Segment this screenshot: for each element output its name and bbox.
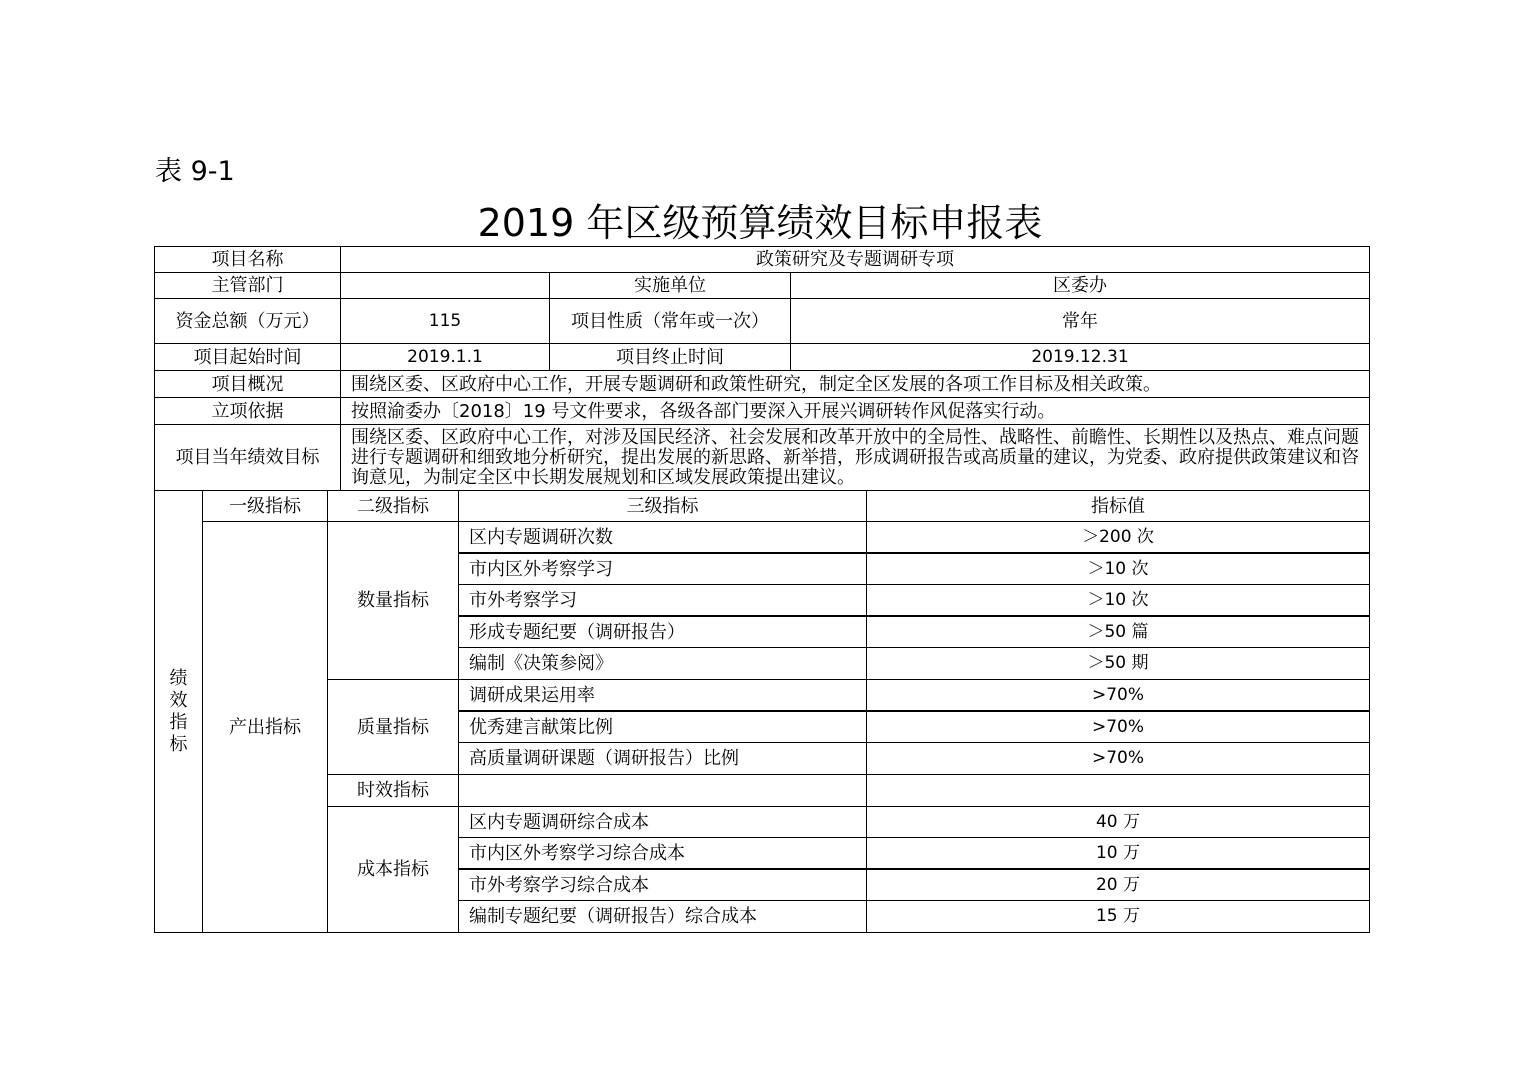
level3-item: 区内专题调研综合成本 [458,806,867,838]
indicator-value: ＞200 次 [866,521,1370,553]
level3-item: 市内区外考察学习 [458,553,867,585]
project-name-value: 政策研究及专题调研专项 [340,246,1370,273]
level3-item: 优秀建言献策比例 [458,711,867,743]
timeliness-indicator-label: 时效指标 [327,774,459,807]
indicator-value: >70% [866,711,1370,743]
level3-item: 市外考察学习 [458,584,867,616]
level1-header: 一级指标 [202,490,328,522]
end-time-label: 项目终止时间 [549,343,791,371]
start-time-label: 项目起始时间 [154,343,341,371]
level3-item: 市内区外考察学习综合成本 [458,837,867,869]
indicator-value: 40 万 [866,806,1370,838]
level3-item [458,774,867,807]
indicator-value: >70% [866,679,1370,711]
fund-value: 115 [340,298,550,344]
indicator-value: ＞10 次 [866,553,1370,585]
value-header: 指标值 [866,490,1370,522]
performance-indicators-label: 绩效指标 [154,490,203,933]
document-title: 2019 年区级预算绩效目标申报表 [477,201,1043,245]
indicator-value: 20 万 [866,869,1370,901]
basis-label: 立项依据 [154,397,341,425]
indicator-value: ＞10 次 [866,584,1370,616]
level3-item: 市外考察学习综合成本 [458,869,867,901]
indicator-value: ＞50 期 [866,647,1370,680]
nature-label: 项目性质（常年或一次） [549,298,791,344]
table-number-label: 表 9-1 [155,156,235,187]
overview-value: 围绕区委、区政府中心工作，开展专题调研和政策性研究，制定全区发展的各项工作目标及相关政策。 [340,370,1370,398]
level3-item: 调研成果运用率 [458,679,867,711]
level1-output: 产出指标 [202,521,328,933]
basis-value: 按照渝委办〔2018〕19 号文件要求，各级各部门要深入开展兴调研转作风促落实行动。 [340,397,1370,425]
annual-goal-label: 项目当年绩效目标 [154,424,341,491]
cost-indicator-label: 成本指标 [327,806,459,933]
level3-item: 区内专题调研次数 [458,521,867,553]
impl-unit-label: 实施单位 [549,272,791,299]
project-name-label: 项目名称 [154,246,341,273]
quantity-indicator-label: 数量指标 [327,521,459,680]
indicator-value: >70% [866,742,1370,775]
indicator-value: 10 万 [866,837,1370,869]
overview-label: 项目概况 [154,370,341,398]
fund-label: 资金总额（万元） [154,298,341,344]
dept-label: 主管部门 [154,272,341,299]
level3-item: 形成专题纪要（调研报告） [458,616,867,648]
indicator-value: 15 万 [866,900,1370,933]
annual-goal-value: 围绕区委、区政府中心工作，对涉及国民经济、社会发展和改革开放中的全局性、战略性、前瞻性、长期性以及热点、难点问题进行专题调研和细致地分析研究，提出发展的新思路、新举措，形成调研报告或高质量的建议，为党委、政府提供政策建议和咨询意见，为制定全区中长期发展规划和区域发展政策提出建议。 [340,424,1370,491]
indicator-value [866,774,1370,807]
end-time-value: 2019.12.31 [790,343,1370,371]
quality-indicator-label: 质量指标 [327,679,459,775]
level3-item: 高质量调研课题（调研报告）比例 [458,742,867,775]
indicator-value: ＞50 篇 [866,616,1370,648]
level3-item: 编制专题纪要（调研报告）综合成本 [458,900,867,933]
level3-item: 编制《决策参阅》 [458,647,867,680]
dept-value [340,272,550,299]
level2-header: 二级指标 [327,490,459,522]
level3-header: 三级指标 [458,490,867,522]
start-time-value: 2019.1.1 [340,343,550,371]
nature-value: 常年 [790,298,1370,344]
impl-unit-value: 区委办 [790,272,1370,299]
